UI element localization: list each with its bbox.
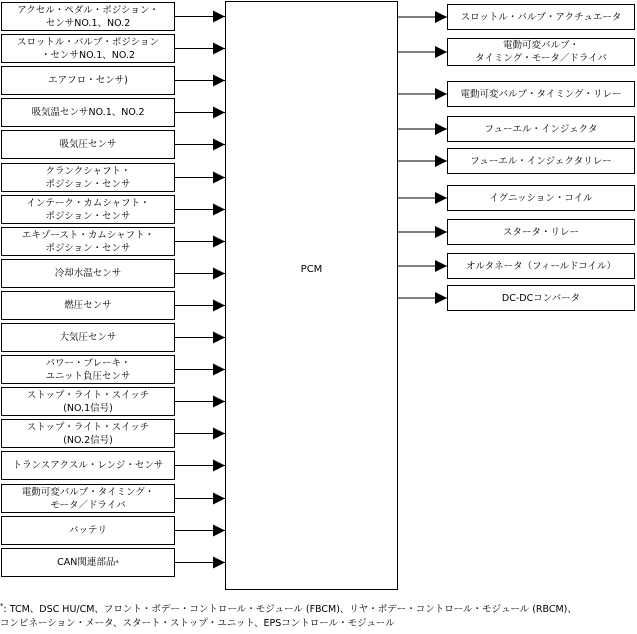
input-label: インテーク・カムシャフト・ ポジション・センサ (26, 197, 150, 222)
input-label: 吸気温センサNO.1、NO.2 (31, 107, 145, 118)
footnote (0, 603, 577, 631)
output-box-7 (447, 219, 635, 245)
input-box-5 (1, 130, 175, 159)
input-box-14 (1, 419, 175, 448)
output-label: 電動可変バルブ・ タイミング・モータ／ドライバ (475, 40, 607, 64)
input-box-17 (1, 516, 175, 545)
input-box-1 (1, 2, 175, 31)
output-label: フューエル・インジェクタリレー (470, 155, 612, 167)
input-label: 大気圧センサ (59, 332, 117, 343)
input-label: スロットル・バルブ・ポジション ・センサNO.1、NO.2 (17, 36, 159, 61)
output-label: DC-DCコンバータ (501, 292, 581, 304)
input-box-18: CAN関連部品 * (1, 548, 175, 577)
output-label: フューエル・インジェクタ (484, 123, 598, 135)
input-label: 電動可変バルブ・タイミング・ モータ／ドライバ (21, 486, 155, 511)
input-box-6 (1, 163, 175, 192)
input-label: ストップ・ライト・スイッチ (NO.1信号) (26, 389, 150, 414)
output-box-5 (447, 148, 635, 174)
input-box-13 (1, 387, 175, 416)
pcm-label: PCM (300, 264, 323, 275)
input-label: バッテリ (68, 525, 107, 536)
input-box-4 (1, 98, 175, 127)
output-box-4 (447, 116, 635, 142)
input-box-7 (1, 195, 175, 224)
output-box-1 (447, 4, 635, 30)
footnote-mark: * (0, 601, 4, 610)
footnote-line-2: コンビネーション・メータ、スタート・ストップ・ユニット、EPSコントロール・モジュール (0, 618, 395, 629)
input-label: 燃圧センサ (64, 300, 112, 311)
output-box-3 (447, 81, 635, 107)
input-box-15 (1, 451, 175, 480)
pcm-box (225, 1, 398, 590)
output-label: スタータ・リレー (502, 226, 579, 238)
output-box-6 (447, 185, 635, 211)
input-box-3 (1, 66, 175, 95)
input-box-10 (1, 291, 175, 320)
output-box-8 (447, 253, 635, 279)
output-box-9 (447, 285, 635, 311)
input-label: トランスアクスル・レンジ・センサ (12, 460, 164, 471)
input-box-9 (1, 259, 175, 288)
output-label: オルタネータ（フィールドコイル） (465, 260, 616, 272)
input-box-12 (1, 355, 175, 384)
output-label: 電動可変バルブ・タイミング・リレー (460, 88, 622, 100)
output-label: イグニッション・コイル (489, 192, 593, 204)
input-box-2 (1, 34, 175, 63)
input-box-8 (1, 227, 175, 256)
input-label: ストップ・ライト・スイッチ (NO.2信号) (26, 421, 150, 446)
input-box-11 (1, 323, 175, 352)
output-box-2 (447, 38, 635, 66)
input-label: エキゾースト・カムシャフト・ ポジション・センサ (21, 229, 155, 254)
input-label: クランクシャフト・ ポジション・センサ (45, 165, 131, 190)
input-label: 吸気圧センサ (59, 139, 117, 150)
input-label: CAN関連部品 (57, 557, 116, 568)
footnote-line-1: : TCM、DSC HU/CM、フロント・ボデー・コントロール・モジュール (FBCM)、リヤ・ボデー・コントロール・モジュール (RBCM)、 (3, 604, 577, 615)
output-label: スロットル・バルブ・アクチュエータ (460, 11, 622, 23)
input-label: エアフロ・センサ) (48, 75, 128, 86)
input-box-16 (1, 484, 175, 513)
input-label: アクセル・ペダル・ポジション・ センサNO.1、NO.2 (17, 4, 159, 29)
input-label: パワー・ブレーキ・ ユニット負圧センサ (45, 357, 131, 382)
input-label: 冷却水温センサ (54, 268, 122, 279)
